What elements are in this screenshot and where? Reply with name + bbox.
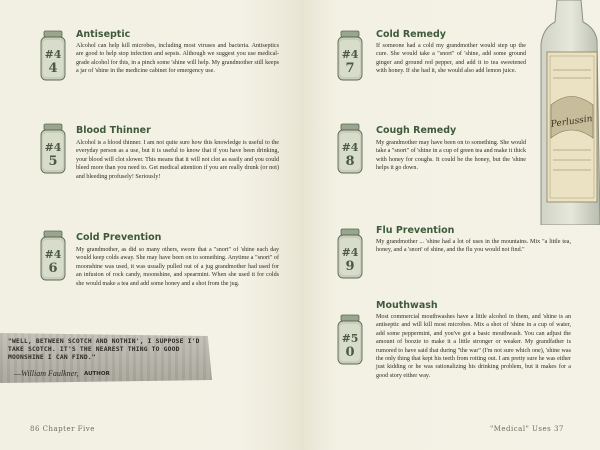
entry-title: Cold Prevention	[76, 232, 162, 243]
jar-number-digit: 7	[345, 61, 355, 76]
jar-number-prefix: #4	[341, 246, 359, 259]
mason-jar-icon	[335, 30, 365, 82]
jar-number-prefix: #4	[44, 48, 62, 61]
mason-jar-icon	[335, 123, 365, 175]
quote-signature: —William Faulkner,	[14, 369, 79, 378]
entry-body: My grandmother may have been on to something. She would take a "snort" of 'shine in a cup of green tea and make it thick with honey for coughs. It could be the honey, but the 'shine helps it go down.	[376, 140, 526, 172]
vintage-bottle-illustration	[535, 0, 600, 225]
jar-number-prefix: #4	[44, 141, 62, 154]
mason-jar-icon	[335, 228, 365, 280]
jar-number-prefix: #5	[341, 332, 359, 345]
mason-jar-icon	[38, 230, 68, 282]
jar-number-digit: 9	[345, 259, 355, 274]
jar-number-digit: 5	[48, 154, 58, 169]
entry-title: Mouthwash	[376, 300, 438, 311]
entry-title: Cold Remedy	[376, 29, 446, 40]
mason-jar-icon	[335, 314, 365, 366]
entry-body: Most commercial mouthwashes have a little alcohol in them, and 'shine is an antiseptic and will kill most microbes. Mix a shot of 'shine in a cup of water, add some peppermint, and you've got a basic mouthwash. You can adjust the amount of boozie to make it a little stronger or weaker. My grandfather is rumored to have said that during "the war" (I'm not sure which one), 'shine was the only thing that kept his teeth from rotting out. I am pretty sure he was either just kidding or he was rationalizing his drinking problem, but it makes for a good story either way.	[376, 314, 571, 379]
entry-title: Cough Remedy	[376, 125, 457, 136]
jar-number-digit: 0	[345, 345, 355, 360]
quote-text: "WELL, BETWEEN SCOTCH AND NOTHIN', I SUPPOSE I'D TAKE SCOTCH. IT'S THE NEAREST THING TO GOOD MOONSHINE I CAN FIND."	[8, 338, 200, 361]
entry-title: Blood Thinner	[76, 125, 151, 136]
jar-number-digit: 6	[48, 261, 58, 276]
right-folio: "Medical" Uses 37	[490, 425, 564, 433]
jar-number-prefix: #4	[341, 48, 359, 61]
mason-jar-icon	[38, 30, 68, 82]
mason-jar-icon	[38, 123, 68, 175]
jar-number-prefix: #4	[341, 141, 359, 154]
svg-text:Perlussin: Perlussin	[550, 114, 594, 130]
entry-body: Alcohol is a blood thinner. I am not quite sure how this knowledge is useful to the everyday person as a use, but it is useful to know that if you have been drinking, your blood will clot slower. This means that it will not clot as easily and you could bleed more than you need to. Get medical attention if you are really drunk (or not) and bleeding profusely! Seriously!	[76, 140, 279, 180]
entry-body: If someone had a cold my grandmother would step up the cure. She would take a "snort" of 'shine, add some ground ginger and ground red pepper, and add it to tea sweetened with honey. If she had it, she would also add lemon juice.	[376, 43, 526, 75]
entry-title: Antiseptic	[76, 29, 131, 40]
left-folio: 86 Chapter Five	[30, 425, 95, 433]
jar-number-digit: 8	[345, 154, 355, 169]
entry-title: Flu Prevention	[376, 225, 455, 236]
quote-author-label: AUTHOR	[84, 371, 110, 377]
entry-body: My grandmother, as did so many others, swore that a "snort" of 'shine each day would keep colds away. She may have been on to something. Anytime a "snort" of moonshine was used, it was usually pulled out of a jug grandmother had used for an infusion of rock candy, moonshine, and spearmint. When she used it for colds she would make a tea and add some honey and a shot from the jug.	[76, 247, 279, 287]
jar-number-digit: 4	[48, 61, 58, 76]
entry-body: Alcohol can help kill microbes, including most viruses and bacteria. Antiseptics are good to help stop infection and sepsis. Although we suggest you use medical-grade alcohol for this, in a pinch some 'shine will help. My grandmother still keeps a jar of 'shine in the medicine cabinet for emergency use.	[76, 43, 279, 75]
jar-number-prefix: #4	[44, 248, 62, 261]
entry-body: My grandmother ... 'shine had a lot of uses in the mountains. Mix "a little tea, honey, and a 'snort' of shine, and the flu you would not find."	[376, 239, 571, 254]
